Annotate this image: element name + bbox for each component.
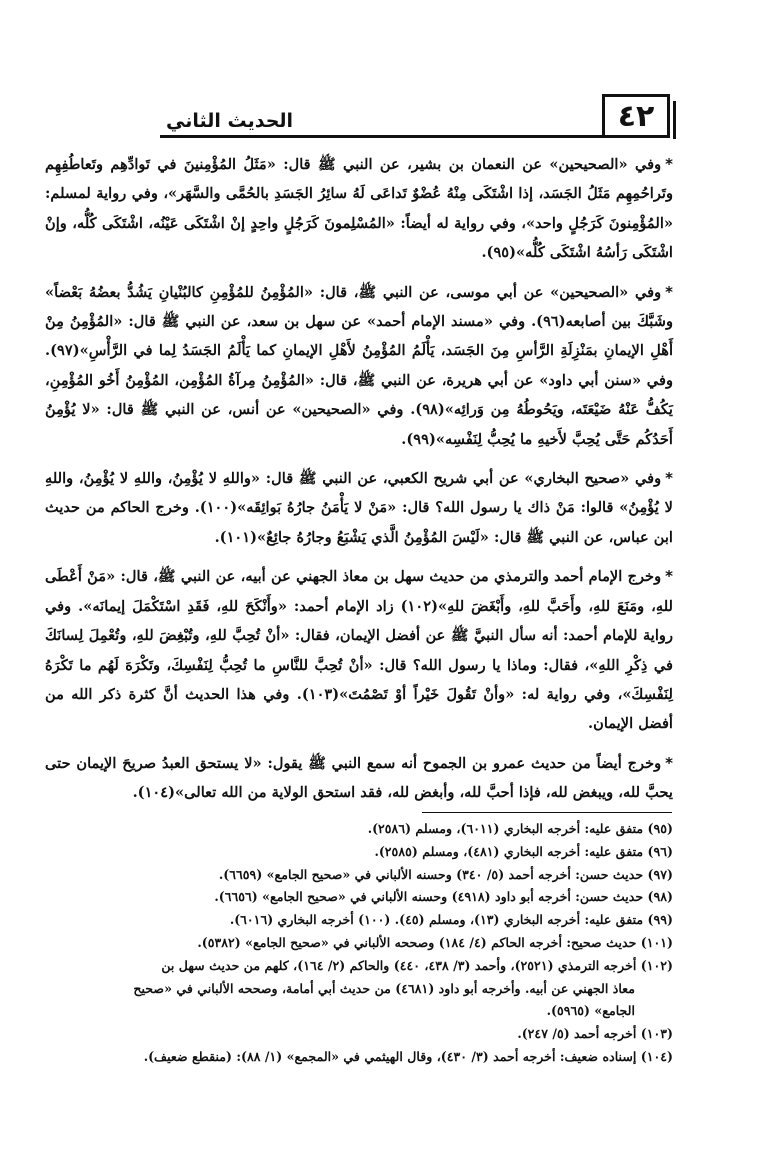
paragraph-1 — [45, 150, 673, 268]
footnote: (٩٨) حديث حسن: أخرجه أبو داود (٤٩١٨) وحسنه الألباني في «صحيح الجامع» (٦٦٥٦). — [214, 889, 673, 905]
footnote: (١٠٣) أخرجه أحمد (٥/ ٢٤٧). — [517, 1026, 673, 1042]
paragraph-text: وفي «الصحيحين» عن أبي موسى، عن النبي ﷺ، قال: «المُؤْمِنُ للمُؤْمِنِ كالبُنْيانِ يَشُدُّ بعضُهُ بَعْضاً» وشَبَّكَ بين أصابعه(٩٦). وفي «مسند الإمام أحمد» عن سهل بن سعد، عن النبي ﷺ قال: «المُؤْمِنُ مِنْ أَهْلِ الإيمانِ بمَنْزِلَةِ الرَّأسِ مِنَ الجَسَد، يَأْلَمُ المُؤْمِنُ لأَهْلِ الإيمانِ كما يَأْلَمُ الجَسَدُ لِما في الرَّأْسِ»(٩٧). وفي «سنن أبي داود» عن أبي هريرة، عن النبي ﷺ، قال: «المُؤْمِنُ مِرآةُ المُؤْمِن، المُؤْمِنُ أَخُو المُؤْمِنِ، يَكُفُّ عَنْهُ ضَيْعَتَه، ويَحُوطُهُ مِن وَرائِه»(٩٨). وفي «الصحيحين» عن أنس، عن النبي ﷺ قال: «لا يُؤْمِنُ أَحَدُكُم حَتَّى يُحِبَّ لأَخيهِ ما يُحِبُّ لِنَفْسِه»(٩٩). — [45, 283, 673, 448]
footnote: (١٠٢) أخرجه الترمذي (٢٥٢١)، وأحمد (٣/ ٤٣٨، ٤٤٠) والحاكم (٢/ ١٦٤)، كلهم من حديث سهل بن — [161, 957, 673, 973]
star-icon: * — [665, 469, 673, 488]
paragraph-text: وخرج الإمام أحمد والترمذي من حديث سهل بن معاذ الجهني عن أبيه، عن النبي ﷺ، قال: «مَنْ أَعْطَى للهِ، ومَنَعَ للهِ، وأَحَبَّ للهِ، وأَبْغَضَ للهِ»(١٠٢) زاد الإمام أحمد: «وأَنْكَحَ للهِ، فَقَدِ اسْتَكْمَلَ إيمانَه». وفي رواية للإمام أحمد: أنه سأل النبيَّ ﷺ عن أفضل الإيمان، فقال: «أنْ تُحِبَّ للهِ، وتُبْغِضَ للهِ، وتُعْمِلَ لِسانَكَ في ذِكْرِ اللهِ»، فقال: وماذا يا رسول الله؟ قال: «أنْ تُحِبَّ للنَّاسِ ما تُحِبُّ لِنَفْسِكَ، وتَكْرَهَ لَهُم ما تَكْرَهُ لِنَفْسِكَ»، وفي رواية له: «وأنْ تَقُولَ خَيْراً أوْ تَصْمُتَ»(١٠٣). وفي هذا الحديث أنَّ كثرة ذكر الله من أفضل الإيمان. — [45, 568, 673, 733]
paragraph-text: وخرج أيضاً من حديث عمرو بن الجموح أنه سمع النبي ﷺ يقول: «لا يستحق العبدُ صريحَ الإيمان حتى يحبَّ لله، ويبغض لله، فإذا أحبَّ لله، وأبغض لله، فقد استحق الولاية من الله تعالى»(١٠٤). — [45, 754, 673, 802]
paragraph-2 — [45, 278, 673, 454]
paragraph-text: وفي «الصحيحين» عن النعمان بن بشير، عن النبي ﷺ قال: «مَثَلُ المُؤْمِنينَ في تَوادِّهِم وتَعاطُفِهِم وتَراحُمِهِم مَثَلُ الجَسَد، إذا اشْتَكَى مِنْهُ عُضْوٌ تَداعَى لَهُ سائِرُ الجَسَدِ بالحُمَّى والسَّهَر»، وفي رواية لمسلم: «المُؤْمِنونَ كَرَجُلٍ واحد»، وفي رواية له أيضاً: «المُسْلِمونَ كَرَجُلٍ واحِدٍ إنْ اشْتَكَى عَيْنُه، اشْتَكَى كُلُّه، وإنْ اشْتَكَى رَأسُهُ اشْتَكَى كُلُّه»(٩٥). — [45, 156, 673, 262]
footnote: (٩٩) متفق عليه: أخرجه البخاري (١٣)، ومسلم (٤٥). (١٠٠) أخرجه البخاري (٦٠١٦). — [229, 912, 673, 928]
footnote: (١٠٤) إسناده ضعيف: أخرجه أحمد (٣/ ٤٣٠)، وقال الهيثمي في «المجمع» (١/ ٨٨): (منقطع ضعيف). — [143, 1048, 673, 1064]
footnote: (١٠١) حديث صحيح: أخرجه الحاكم (٤/ ١٨٤) وصححه الألباني في «صحيح الجامع» (٥٣٨٢). — [197, 934, 673, 950]
star-icon: * — [665, 282, 673, 301]
footnote: (٩٧) حديث حسن: أخرجه أحمد (٥/ ٣٤٠) وحسنه الألباني في «صحيح الجامع» (٦٦٥٩). — [218, 866, 673, 882]
footnotes — [45, 818, 673, 1069]
page-header — [160, 96, 670, 138]
footnote-continuation: معاذ الجهني عن أبيه. وأخرجه أبو داود (٤٦٨١) من حديث أبي أمامة، وصححه الألباني في «صحيح — [133, 980, 635, 996]
paragraph-4 — [45, 562, 673, 738]
main-text — [45, 150, 673, 818]
page-number: ٤٢ — [602, 94, 670, 137]
star-icon: * — [665, 155, 673, 173]
footnote-continuation: الجامع» (٥٩٦٥). — [546, 1003, 635, 1019]
star-icon: * — [665, 567, 673, 586]
footnote: (٩٦) متفق عليه: أخرجه البخاري (٤٨١)، ومسلم (٢٥٨٥). — [374, 843, 673, 859]
footnote-separator — [422, 812, 672, 813]
chapter-title: الحديث الثاني — [166, 110, 294, 132]
paragraph-text: وفي «صحيح البخاري» عن أبي شريح الكعبي، عن النبي ﷺ قال: «واللهِ لا يُؤْمِنُ، واللهِ لا يُؤْمِنُ، واللهِ لا يُؤْمِنُ» قالوا: مَنْ ذاك يا رسول الله؟ قال: «مَنْ لا يَأْمَنُ جارُهُ بَوائِقَه»(١٠٠). وخرج الحاكم من حديث ابن عباس، عن النبي ﷺ قال: «لَيْسَ المُؤْمِنُ الَّذي يَشْبَعُ وجارُهُ جائِعٌ»(١٠١). — [45, 470, 673, 546]
star-icon: * — [665, 753, 673, 772]
header-rule — [160, 135, 670, 138]
paragraph-3 — [45, 464, 673, 552]
footnote: (٩٥) متفق عليه: أخرجه البخاري (٦٠١١)، ومسلم (٢٥٨٦). — [367, 821, 673, 836]
paragraph-5 — [45, 749, 673, 808]
